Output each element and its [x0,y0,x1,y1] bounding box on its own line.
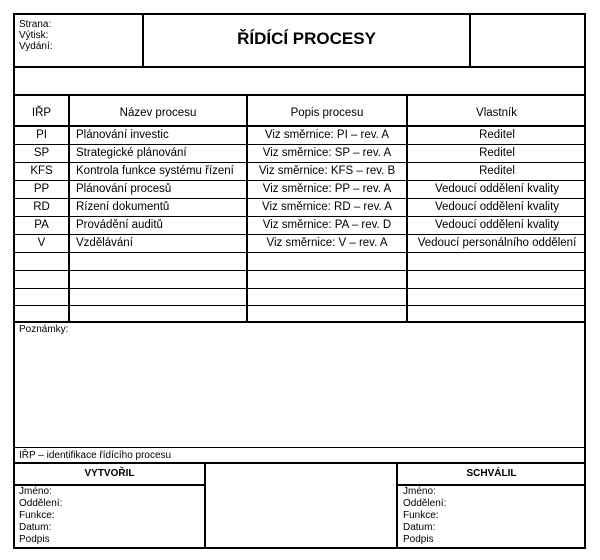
col-header-id: IŘP [31,107,52,119]
process-description-cell: Viz směrnice: PA – rev. D [262,219,392,231]
empty-row-rule [13,305,586,306]
row-rule [13,216,586,217]
blank-band-rule [13,94,586,96]
approved-by-fields [403,486,446,546]
process-owner-cell: Vedoucí oddělení kvality [434,219,560,231]
process-name-cell: Kontrola funkce systému řízení [76,165,234,177]
date-field-label: Datum: [403,522,436,533]
row-rule [13,234,586,235]
approved-by-title: SCHVÁLIL [466,468,517,479]
footer-divider-left [204,462,206,549]
col-header-name: Název procesu [119,107,197,119]
row-rule [13,252,586,253]
function-field-label: Funkce: [19,510,55,521]
process-description-cell: Viz směrnice: RD – rev. A [262,201,392,213]
row-rule [13,144,586,145]
process-owner-cell: Vedoucí oddělení kvality [434,183,560,195]
process-description-cell: Viz směrnice: SP – rev. A [262,147,392,159]
process-owner-cell: Ředitel [479,129,515,141]
header-meta [19,19,53,52]
process-name-cell: Vzdělávání [76,237,133,249]
department-field-label: Oddělení: [403,498,447,509]
process-name-cell: Strategické plánování [76,147,187,159]
edition-label: Vydání: [19,41,53,52]
process-name-cell: Plánování procesů [76,183,172,195]
department-field-label: Oddělení: [19,498,63,509]
empty-row-rule [13,288,586,289]
process-id-cell: PI [36,129,47,141]
page-title: ŘÍDÍCÍ PROCESY [237,29,376,48]
col-header-owner: Vlastník [476,107,517,119]
process-description-cell: Viz směrnice: PI – rev. A [264,129,390,141]
col-header-description: Popis procesu [290,107,364,119]
row-rule [13,180,586,181]
notes-bottom-rule [13,447,586,448]
process-owner-cell: Vedoucí personálního oddělení [417,237,577,249]
process-description-cell: Viz směrnice: V – rev. A [266,237,388,249]
process-name-cell: Plánování investic [76,129,169,141]
copy-label: Výtisk: [19,30,49,41]
row-rule [13,198,586,199]
footer-top-rule [13,462,586,464]
process-id-cell: SP [33,147,50,159]
created-by-title: VYTVOŘIL [84,468,135,479]
function-field-label: Funkce: [403,510,439,521]
process-id-cell: PP [33,183,50,195]
process-name-cell: Řízení dokumentů [76,201,170,213]
signature-field-label: Podpis [403,534,434,545]
process-owner-cell: Vedoucí oddělení kvality [434,201,560,213]
date-field-label: Datum: [19,522,52,533]
signature-field-label: Podpis [19,534,50,545]
row-rule [13,162,586,163]
header-divider-right [469,13,471,68]
process-id-cell: ŘD [33,201,50,213]
name-field-label: Jméno: [19,486,52,497]
table-bottom-rule [13,321,586,323]
process-owner-cell: Ředitel [479,147,515,159]
header-divider-left [142,13,144,68]
process-id-cell: V [37,237,46,249]
page-label: Strana: [19,19,52,30]
empty-row-rule [13,270,586,271]
table-header-rule [13,125,586,127]
process-name-cell: Provádění auditů [76,219,163,231]
notes-label: Poznámky: [19,324,69,335]
name-field-label: Jméno: [403,486,436,497]
process-description-cell: Viz směrnice: PP – rev. A [262,183,392,195]
header-bottom-rule [13,66,586,68]
process-id-cell: KFS [30,165,53,177]
process-id-cell: PA [34,219,49,231]
process-owner-cell: Ředitel [479,165,515,177]
legend-text: IŘP – identifikace řídícího procesu [19,450,172,461]
created-by-fields [19,486,62,546]
process-description-cell: Viz směrnice: KFS – rev. B [258,165,396,177]
